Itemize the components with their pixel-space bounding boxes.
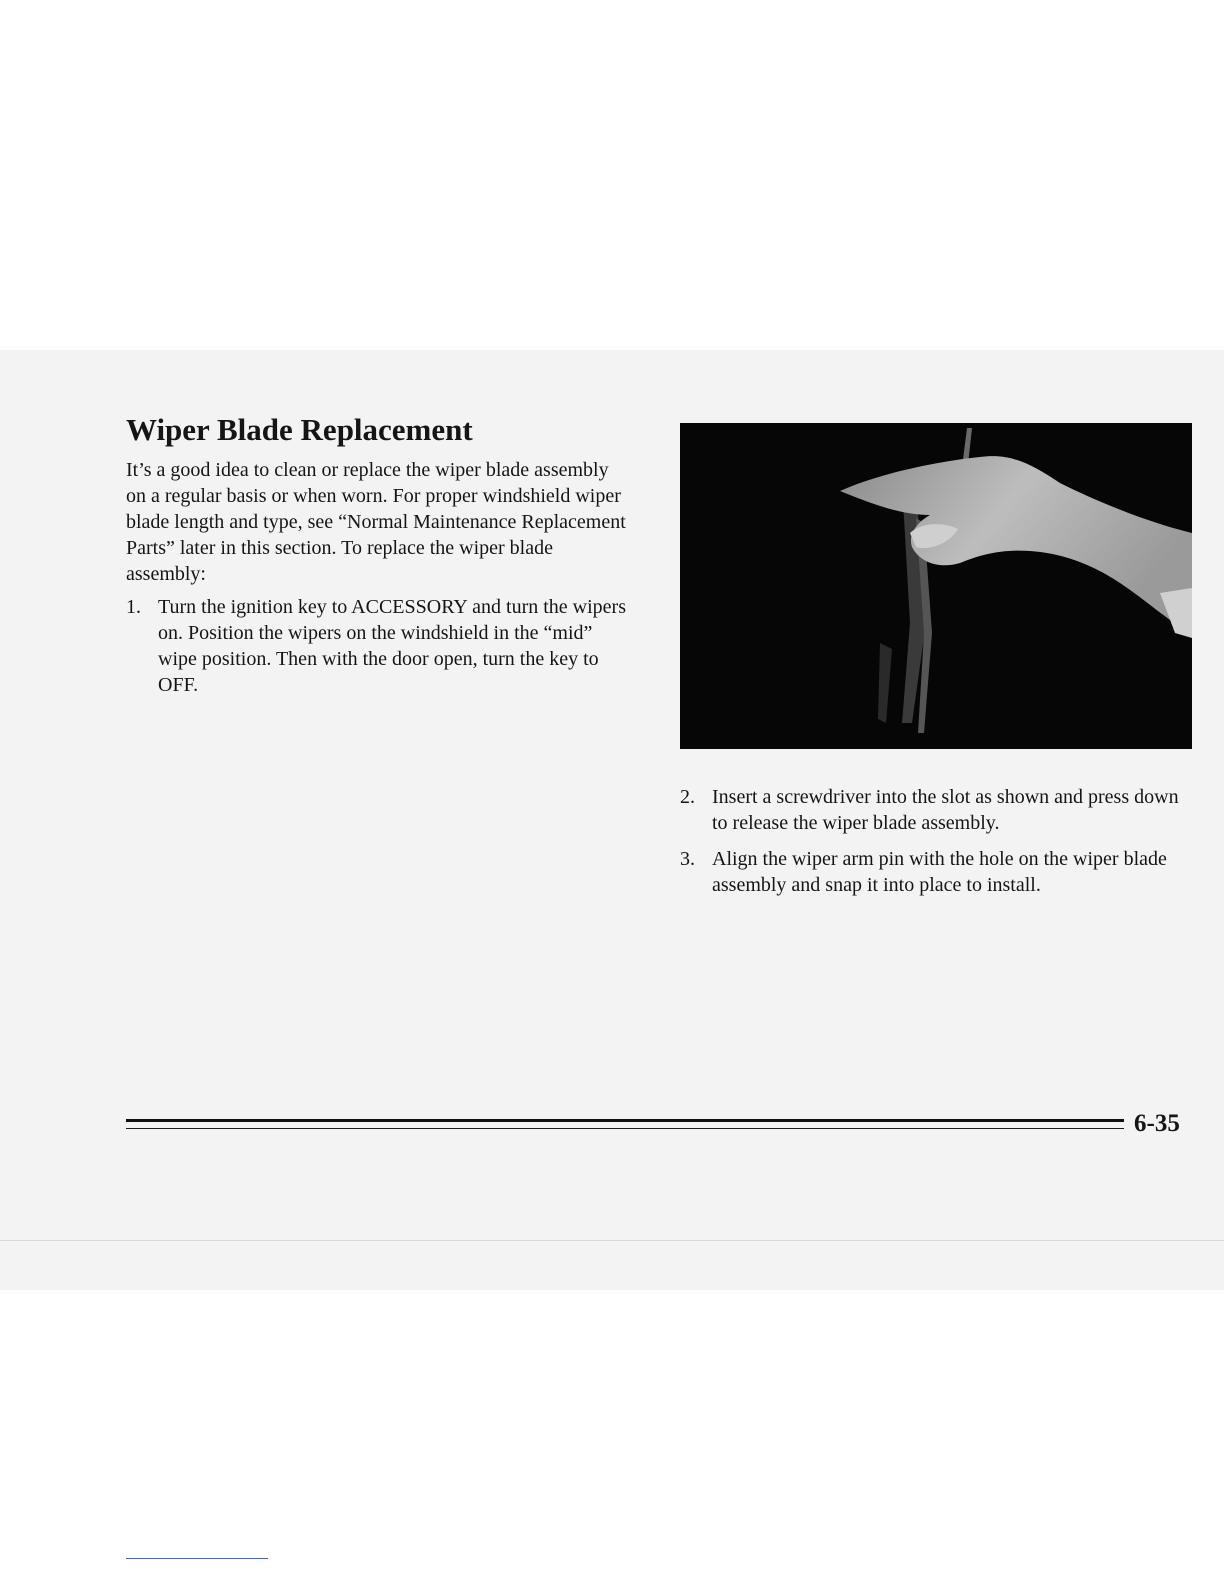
steps-list-left <box>126 594 636 708</box>
wiper-blade-photo <box>680 423 1192 749</box>
step-number: 2. <box>680 786 695 808</box>
page-number: 6-35 <box>1134 1110 1180 1137</box>
hand-screwdriver-illustration <box>680 423 1192 749</box>
intro-paragraph: It’s a good idea to clean or replace the wiper blade assembly on a regular basis or when worn. For proper windshield wiper blade length and type, see “Normal Maintenance Replacement Parts” later in this section. To replace the wiper blade assembly: <box>126 459 626 585</box>
step-item-3 <box>680 846 1190 898</box>
footer-rule-thin <box>126 1128 1124 1129</box>
scan-edge <box>0 1240 1224 1241</box>
step-text: Turn the ignition key to ACCESSORY and turn the wipers on. Position the wipers on the windshield in the “mid” wipe position. Then with the door open, turn the key to OFF. <box>158 596 626 696</box>
steps-list-right <box>680 784 1190 908</box>
step-text: Insert a screwdriver into the slot as shown and press down to release the wiper blade assembly. <box>712 786 1179 834</box>
footer-rule-thick <box>126 1119 1124 1122</box>
footer-link-underline <box>126 1558 268 1559</box>
step-number: 3. <box>680 848 695 870</box>
page-title: Wiper Blade Replacement <box>126 412 473 447</box>
step-number: 1. <box>126 596 141 618</box>
step-item-1 <box>126 594 636 698</box>
step-item-2 <box>680 784 1190 836</box>
step-text: Align the wiper arm pin with the hole on the wiper blade assembly and snap it into place to install. <box>712 848 1167 896</box>
